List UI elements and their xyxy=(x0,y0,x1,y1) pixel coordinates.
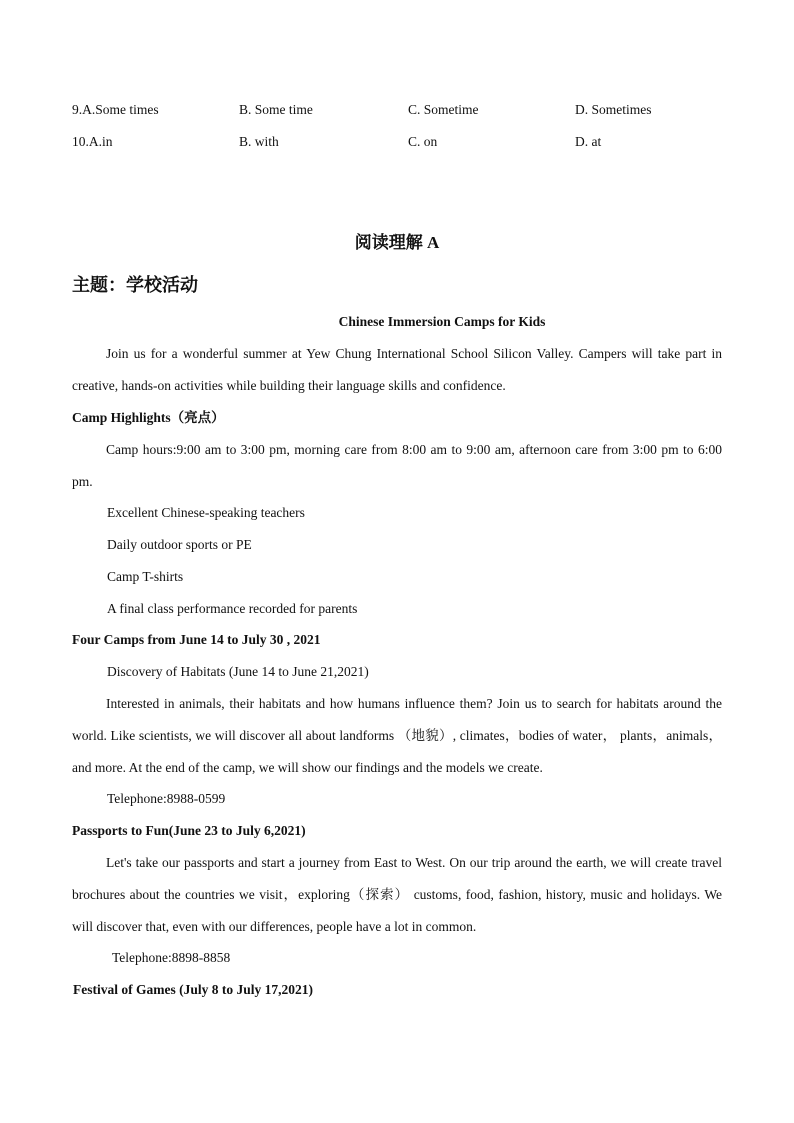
option-10a: 10.A.in xyxy=(72,134,113,149)
highlight-item: Daily outdoor sports or PE xyxy=(107,537,252,552)
option-9c: C. Sometime xyxy=(408,102,479,117)
highlights-heading: Camp Highlights（亮点） xyxy=(72,410,225,425)
camp1-telephone: Telephone:8988-0599 xyxy=(107,791,226,806)
camp2-heading: Passports to Fun(June 23 to July 6,2021) xyxy=(72,823,306,838)
option-10c: C. on xyxy=(408,134,438,149)
theme-heading: 主题：学校活动 xyxy=(72,275,198,295)
question-10-options xyxy=(72,132,732,152)
camp-hours-paragraph: Camp hours:9:00 am to 3:00 pm, morning care from 8:00 am to 9:00 am, afternoon care from 3:00 pm to 6:00 pm. xyxy=(72,442,722,489)
section-title: 阅读理解 A xyxy=(354,233,440,252)
camp2-description: Let's take our passports and start a journey from East to West. On our trip around the earth, we will create travel brochures about the countries we visit，exploring（探索） customs, food, fashion, history, music and holidays. We will discover that, even with our differences, people have a lot in common. xyxy=(72,855,722,934)
highlight-item: Excellent Chinese-speaking teachers xyxy=(107,505,305,520)
question-9-options xyxy=(72,100,732,120)
camp1-description: Interested in animals, their habitats and how humans influence them? Join us to search for habitats around the world. Like scientists, we will discover all about landforms （地貌）, climates，bodies of water， plants，animals， and more. At the end of the camp, we will show our findings and the models we create. xyxy=(72,696,722,775)
camp1-name: Discovery of Habitats (June 14 to June 21,2021) xyxy=(107,664,369,679)
camps-heading: Four Camps from June 14 to July 30 , 2021 xyxy=(72,632,321,647)
option-9b: B. Some time xyxy=(239,102,313,117)
highlight-item: Camp T-shirts xyxy=(107,569,184,584)
option-9d: D. Sometimes xyxy=(575,102,652,117)
option-9a: 9.A.Some times xyxy=(72,102,159,117)
highlight-item: A final class performance recorded for parents xyxy=(107,601,358,616)
intro-paragraph: Join us for a wonderful summer at Yew Chung International School Silicon Valley. Campers will take part in creative, hands-on activities while building their language skills and confidence. xyxy=(72,346,722,393)
camp3-heading: Festival of Games (July 8 to July 17,2021) xyxy=(73,982,313,997)
article-title: Chinese Immersion Camps for Kids xyxy=(338,314,546,329)
camp2-telephone: Telephone:8898-8858 xyxy=(112,950,231,965)
option-10d: D. at xyxy=(575,134,602,149)
option-10b: B. with xyxy=(239,134,279,149)
